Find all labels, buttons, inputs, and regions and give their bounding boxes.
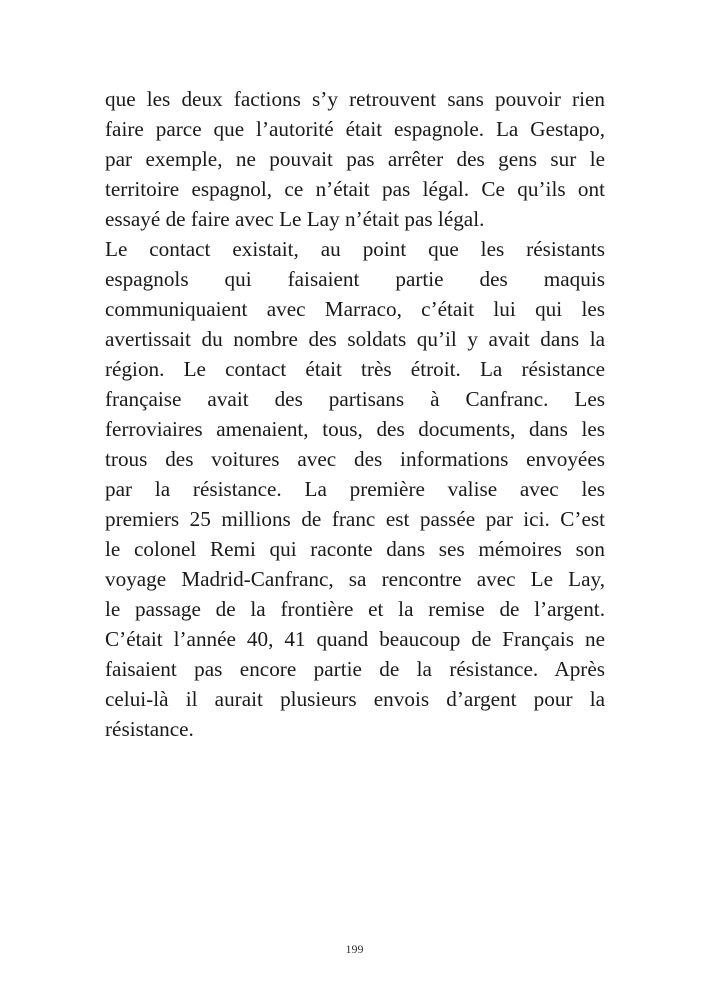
text-line: premiers 25 millions de franc est passée par ici. C’est [105,507,605,531]
text-line: trous des voitures avec des informations envoyées [105,447,605,471]
text-line: C’était l’année 40, 41 quand beaucoup de Français ne [105,627,605,651]
text-line: Le contact existait, au point que les résistants [105,237,605,261]
text-line: essayé de faire avec Le Lay n’était pas légal. [105,207,485,231]
text-line: celui-là il aurait plusieurs envois d’argent pour la [105,687,605,711]
text-line: le colonel Remi qui raconte dans ses mémoires son [105,537,605,561]
text-line: française avait des partisans à Canfranc. Les [105,387,605,411]
text-line: le passage de la frontière et la remise de l’argent. [105,597,605,621]
text-line: communiquaient avec Marraco, c’était lui qui les [105,297,605,321]
text-line: par la résistance. La première valise avec les [105,477,605,501]
text-line: faisaient pas encore partie de la résistance. Après [105,657,605,681]
body-text [105,84,605,744]
text-line: avertissait du nombre des soldats qu’il y avait dans la [105,327,605,351]
text-line: territoire espagnol, ce n’était pas légal. Ce qu’ils ont [105,177,605,201]
text-line: par exemple, ne pouvait pas arrêter des gens sur le [105,147,605,171]
text-line: que les deux factions s’y retrouvent sans pouvoir rien [105,87,605,111]
page-number: 199 [345,942,364,956]
text-line: résistance. [105,717,194,741]
text-line: région. Le contact était très étroit. La résistance [105,357,605,381]
text-line: ferroviaires amenaient, tous, des documents, dans les [105,417,605,441]
text-line: espagnols qui faisaient partie des maquis [105,267,605,291]
text-line: faire parce que l’autorité était espagnole. La Gestapo, [105,117,605,141]
text-line: voyage Madrid-Canfranc, sa rencontre avec Le Lay, [105,567,605,591]
